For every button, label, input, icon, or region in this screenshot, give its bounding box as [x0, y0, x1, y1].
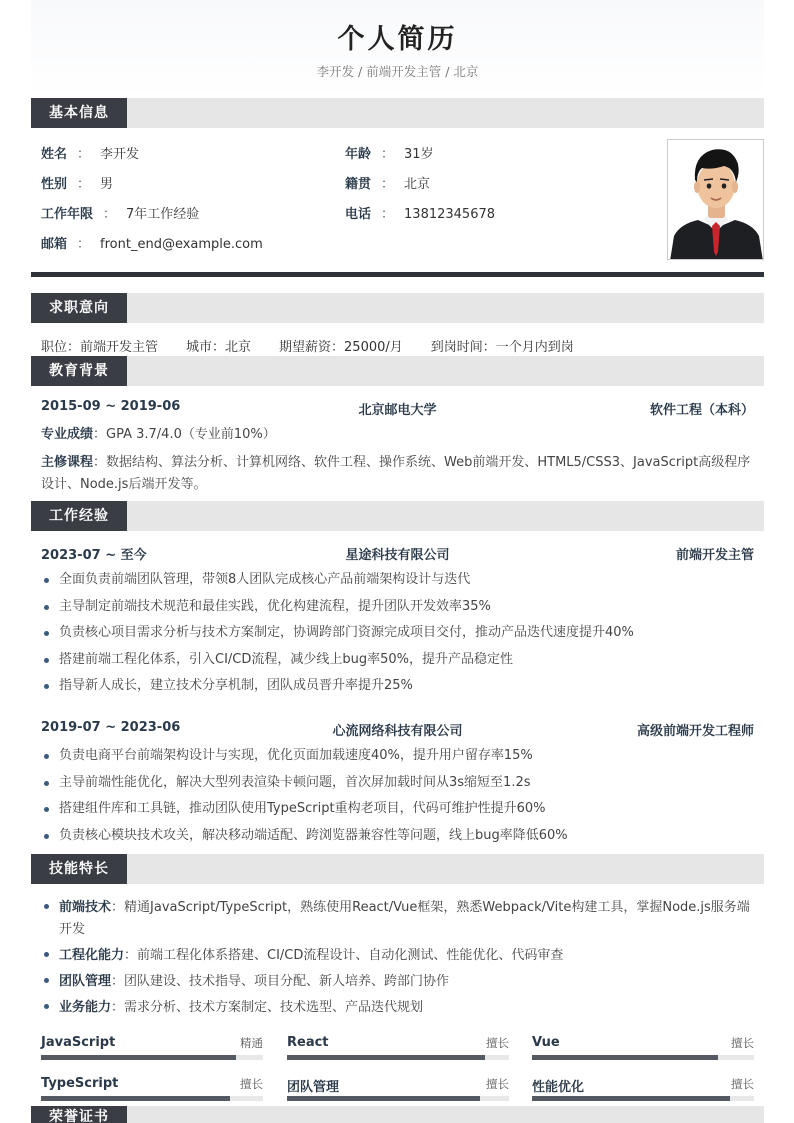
resume-header: [31, 0, 764, 98]
info-age: [345, 146, 434, 164]
skill-bar-fill: [41, 1096, 230, 1101]
skill-bar-name: JavaScript: [41, 1035, 116, 1050]
origin-value: 北京: [404, 177, 431, 192]
list-item: 全面负责前端团队管理，带领8人团队完成核心产品前端架构设计与迭代: [41, 571, 756, 589]
intent-row: [41, 336, 574, 355]
age-colon: ：: [381, 147, 395, 162]
skill-text: ：前端工程化体系搭建、CI/CD流程设计、自动化测试、性能优化、代码审查: [124, 948, 564, 963]
age-value: 31岁: [404, 147, 434, 162]
gender-value: 男: [100, 177, 114, 192]
list-item: [41, 945, 756, 967]
skill-bar-track: [532, 1096, 754, 1101]
skill-bar-team: [287, 1076, 509, 1102]
intent-start: 到岗时间：一个月内到岗: [430, 340, 574, 355]
section-awards-title: 荣誉证书: [31, 1106, 127, 1123]
section-work-title: 工作经验: [31, 501, 127, 531]
skill-bar-level: 擅长: [731, 1036, 754, 1050]
courses-value: ：数据结构、算法分析、计算机网络、软件工程、操作系统、Web前端开发、HTML5/CSS3、JavaScript高级程序设计、Node.js后端开发等。: [41, 455, 751, 492]
origin-colon: ：: [381, 177, 395, 192]
skill-bar-name: 团队管理: [287, 1080, 340, 1095]
skill-text: ：团队建设、技术指导、项目分配、新人培养、跨部门协作: [111, 974, 450, 989]
gender-label: 性别: [41, 177, 68, 192]
list-item: 搭建前端工程化体系，引入CI/CD流程，减少线上bug率50%，提升产品稳定性: [41, 651, 756, 669]
skill-text: ：需求分析、技术方案制定、技术选型、产品迭代规划: [111, 1000, 424, 1015]
education-period: 2015-09 ~ 2019-06: [41, 399, 181, 414]
years-value: 7年工作经验: [126, 207, 200, 222]
skill-label: 工程化能力: [59, 948, 125, 963]
name-label: 姓名: [41, 147, 68, 162]
email-label: 邮箱: [41, 237, 68, 252]
resume-subtitle: 李开发 / 前端开发主管 / 北京: [316, 64, 479, 79]
list-item: 负责核心项目需求分析与技术方案制定，协调跨部门资源完成项目交付，推动产品迭代速度提升40%: [41, 624, 756, 642]
profile-photo: [667, 139, 764, 260]
years-colon: ：: [103, 207, 117, 222]
section-education-title: 教育背景: [31, 356, 127, 386]
work-period: 2023-07 ~ 至今: [41, 548, 147, 563]
info-gender: [41, 176, 113, 194]
work-row-2: [41, 720, 754, 740]
skill-bar-level: 擅长: [240, 1077, 263, 1091]
skill-bar-track: [287, 1055, 509, 1060]
skill-bar-name: 性能优化: [532, 1080, 585, 1095]
avatar-illustration: [668, 140, 764, 260]
section-intent-header: [31, 293, 764, 323]
skill-text: ：精通JavaScript/TypeScript，熟练使用React/Vue框架，熟悉Webpack/Vite构建工具，掌握Node.js服务端开发: [59, 900, 750, 937]
skill-bar-name: TypeScript: [41, 1076, 119, 1091]
skill-bar-name: React: [287, 1035, 329, 1050]
skill-bar-fill: [287, 1055, 485, 1060]
skill-bar-level: 擅长: [731, 1077, 754, 1091]
work-company: 星途科技有限公司: [345, 548, 450, 563]
skill-bar-fill: [532, 1096, 730, 1101]
section-education-header: [31, 356, 764, 386]
list-item: 负责电商平台前端架构设计与实现，优化页面加载速度40%，提升用户留存率15%: [41, 747, 756, 765]
intent-salary: 期望薪资：25000/月: [279, 340, 403, 355]
skill-bar-typescript: [41, 1076, 263, 1102]
intent-position: 职位：前端开发主管: [41, 340, 159, 355]
skill-bar-javascript: [41, 1035, 263, 1061]
section-awards-header: [31, 1106, 764, 1123]
intent-city: 城市：北京: [186, 340, 252, 355]
skill-bar-track: [532, 1055, 754, 1060]
skill-bar-fill: [41, 1055, 236, 1060]
work-period: 2019-07 ~ 2023-06: [41, 720, 181, 735]
skills-list: [41, 897, 756, 1019]
resume-title: 个人简历: [337, 24, 458, 55]
section-skills-header: [31, 854, 764, 884]
section-intent-title: 求职意向: [31, 293, 127, 323]
phone-colon: ：: [381, 207, 395, 222]
list-item: 主导制定前端技术规范和最佳实践，优化构建流程，提升团队开发效率35%: [41, 598, 756, 616]
email-colon: ：: [77, 237, 91, 252]
gpa-value: ：GPA 3.7/4.0（专业前10%）: [93, 427, 276, 442]
education-row: [41, 399, 754, 419]
info-email: [41, 236, 263, 254]
divider: [31, 272, 764, 277]
origin-label: 籍贯: [345, 177, 372, 192]
info-phone: [345, 206, 495, 224]
list-item: 指导新人成长，建立技术分享机制，团队成员晋升率提升25%: [41, 677, 756, 695]
skill-bar-track: [41, 1096, 263, 1101]
list-item: 负责核心模块技术攻关，解决移动端适配、跨浏览器兼容性等问题，线上bug率降低60%: [41, 827, 756, 845]
education-courses: [41, 452, 756, 496]
skill-bar-level: 擅长: [486, 1077, 509, 1091]
section-work-header: [31, 501, 764, 531]
work-list-2: [41, 747, 756, 845]
skill-label: 业务能力: [59, 1000, 112, 1015]
age-label: 年龄: [345, 147, 372, 162]
work-list-1: [41, 571, 756, 695]
education-major: 软件工程（本科）: [649, 403, 754, 418]
skill-label: 团队管理: [59, 974, 112, 989]
work-company: 心流网络科技有限公司: [332, 724, 463, 739]
skill-bar-vue: [532, 1035, 754, 1061]
education-school: 北京邮电大学: [358, 403, 437, 418]
section-basic-header: [31, 98, 764, 128]
info-origin: [345, 176, 430, 194]
skill-bar-level: 精通: [240, 1036, 263, 1050]
name-colon: ：: [77, 147, 91, 162]
phone-label: 电话: [345, 207, 372, 222]
education-gpa: [41, 424, 756, 446]
work-row-1: [41, 544, 754, 564]
work-role: 高级前端开发工程师: [636, 724, 754, 739]
skill-bar-fill: [532, 1055, 718, 1060]
info-years: [41, 206, 199, 224]
courses-label: 主修课程: [41, 455, 94, 470]
list-item: [41, 971, 756, 993]
info-name: [41, 146, 139, 164]
gender-colon: ：: [77, 177, 91, 192]
skill-label: 前端技术: [59, 900, 112, 915]
email-value: front_end@example.com: [100, 237, 263, 252]
resume-page: [31, 0, 764, 1123]
list-item: 主导前端性能优化，解决大型列表渲染卡顿问题，首次屏加载时间从3s缩短至1.2s: [41, 774, 756, 792]
list-item: [41, 997, 756, 1019]
name-value: 李开发: [100, 147, 140, 162]
skill-bar-track: [41, 1055, 263, 1060]
years-label: 工作年限: [41, 207, 94, 222]
list-item: 搭建组件库和工具链，推动团队使用TypeScript重构老项目，代码可维护性提升60%: [41, 800, 756, 818]
phone-value: 13812345678: [404, 207, 496, 222]
skill-bar-performance: [532, 1076, 754, 1102]
list-item: [41, 897, 756, 941]
section-skills-title: 技能特长: [31, 854, 127, 884]
gpa-label: 专业成绩: [41, 427, 94, 442]
skill-bar-level: 擅长: [486, 1036, 509, 1050]
section-basic-title: 基本信息: [31, 98, 127, 128]
skill-bar-react: [287, 1035, 509, 1061]
skill-bar-name: Vue: [532, 1035, 560, 1050]
work-role: 前端开发主管: [675, 548, 754, 563]
skill-bar-fill: [287, 1096, 480, 1101]
skill-bar-track: [287, 1096, 509, 1101]
